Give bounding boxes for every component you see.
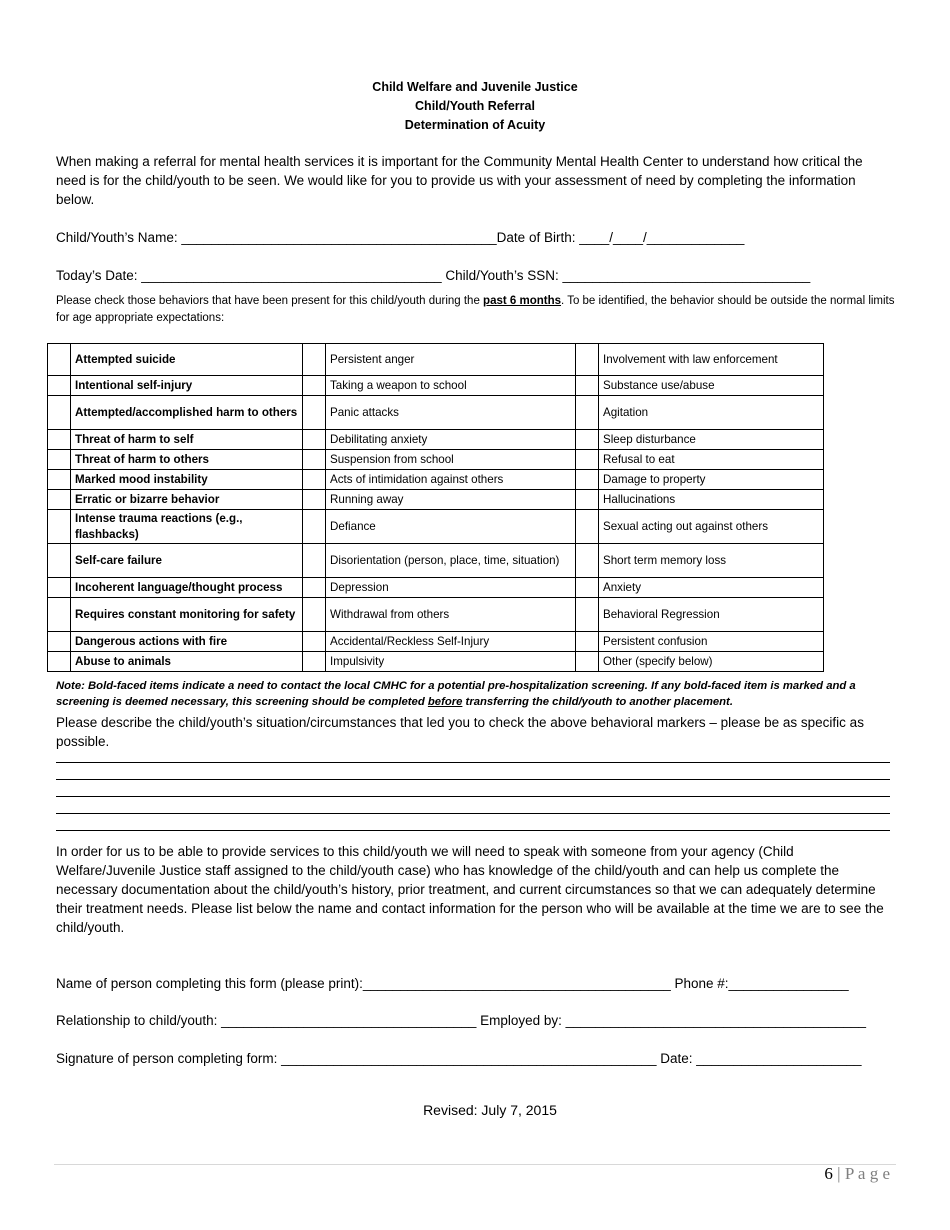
behavior-checkbox-1[interactable] <box>48 652 71 672</box>
past-6-months-emphasis: past 6 months <box>483 295 562 307</box>
behavior-label: Acts of intimidation against others <box>326 470 576 490</box>
ssn-field[interactable]: Child/Youth’s SSN: _________________________________ <box>445 268 811 283</box>
date-ssn-row <box>56 268 810 283</box>
behavior-label: Persistent anger <box>326 344 576 376</box>
behavior-checkbox-3[interactable] <box>576 470 599 490</box>
behavior-label: Depression <box>326 578 576 598</box>
behavior-label: Defiance <box>326 510 576 544</box>
behavior-checkbox-3[interactable] <box>576 430 599 450</box>
behavior-label: Attempted/accomplished harm to others <box>71 396 303 430</box>
behavior-checkbox-1[interactable] <box>48 598 71 632</box>
description-line-1[interactable] <box>56 762 890 763</box>
behavior-checkbox-3[interactable] <box>576 598 599 632</box>
behavior-checkbox-2[interactable] <box>303 598 326 632</box>
behavior-label: Debilitating anxiety <box>326 430 576 450</box>
behavior-checkbox-3[interactable] <box>576 376 599 396</box>
behavior-checkbox-2[interactable] <box>303 376 326 396</box>
behavior-label: Withdrawal from others <box>326 598 576 632</box>
behavior-checklist-table <box>47 343 824 672</box>
bold-items-note: Note: Bold-faced items indicate a need to contact the local CMHC for a potential pre-hospitalization screening. If any bold-faced item is marked and a screening is deemed necessary, this screening should be completed before transferring the child/youth to another placement. <box>56 680 856 708</box>
behavior-checkbox-1[interactable] <box>48 510 71 544</box>
footer-divider <box>54 1164 896 1165</box>
behavior-checkbox-1[interactable] <box>48 396 71 430</box>
behavior-checkbox-2[interactable] <box>303 652 326 672</box>
behavior-row <box>48 544 824 578</box>
behavior-checkbox-1[interactable] <box>48 470 71 490</box>
behavior-label: Anxiety <box>599 578 824 598</box>
behavior-row <box>48 376 824 396</box>
checklist-instructions: Please check those behaviors that have been present for this child/youth during the past 6 months. To be identified, the behavior should be outside the normal limits for age appropriate expectations: <box>56 295 895 324</box>
behavior-checkbox-3[interactable] <box>576 450 599 470</box>
behavior-label: Marked mood instability <box>71 470 303 490</box>
behavior-row <box>48 470 824 490</box>
behavior-label: Intense trauma reactions (e.g., flashbacks) <box>71 510 303 544</box>
behavior-row <box>48 652 824 672</box>
behavior-checkbox-1[interactable] <box>48 430 71 450</box>
behavior-checkbox-3[interactable] <box>576 344 599 376</box>
form-title-line1: Child Welfare and Juvenile Justice <box>372 80 578 94</box>
behavior-row <box>48 430 824 450</box>
behavior-checkbox-2[interactable] <box>303 544 326 578</box>
revised-date: Revised: July 7, 2015 <box>423 1102 557 1118</box>
relationship-employer-field[interactable]: Relationship to child/youth: __________________________________ Employed by: ________________________________________ <box>56 1013 866 1028</box>
behavior-checkbox-1[interactable] <box>48 578 71 598</box>
behavior-label: Threat of harm to others <box>71 450 303 470</box>
form-title-line3: Determination of Acuity <box>404 118 546 132</box>
form-title-line2: Child/Youth Referral <box>415 99 535 113</box>
behavior-checkbox-3[interactable] <box>576 578 599 598</box>
behavior-label: Refusal to eat <box>599 450 824 470</box>
behavior-label: Threat of harm to self <box>71 430 303 450</box>
behavior-checkbox-1[interactable] <box>48 490 71 510</box>
describe-prompt: Please describe the child/youth’s situation/circumstances that led you to check the above behavioral markers – please be as specific as possible. <box>56 715 864 749</box>
behavior-checkbox-2[interactable] <box>303 632 326 652</box>
behavior-row <box>48 632 824 652</box>
behavior-label: Agitation <box>599 396 824 430</box>
signature-date-field[interactable]: Signature of person completing form: __________________________________________________ Date: ______________________ <box>56 1051 862 1066</box>
behavior-row <box>48 598 824 632</box>
behavior-label: Erratic or bizarre behavior <box>71 490 303 510</box>
behavior-label: Impulsivity <box>326 652 576 672</box>
description-line-4[interactable] <box>56 813 890 814</box>
behavior-checkbox-3[interactable] <box>576 396 599 430</box>
behavior-row <box>48 344 824 376</box>
behavior-row <box>48 396 824 430</box>
behavior-label: Requires constant monitoring for safety <box>71 598 303 632</box>
behavior-label: Substance use/abuse <box>599 376 824 396</box>
behavior-checkbox-3[interactable] <box>576 632 599 652</box>
behavior-label: Panic attacks <box>326 396 576 430</box>
page-number: 6 | P a g e <box>824 1164 890 1183</box>
behavior-checkbox-2[interactable] <box>303 344 326 376</box>
behavior-checkbox-2[interactable] <box>303 470 326 490</box>
behavior-checkbox-2[interactable] <box>303 578 326 598</box>
behavior-checkbox-2[interactable] <box>303 510 326 544</box>
completer-name-phone-field[interactable]: Name of person completing this form (please print):_________________________________________ Phone #:________________ <box>56 976 849 991</box>
behavior-label: Dangerous actions with fire <box>71 632 303 652</box>
behavior-label: Intentional self-injury <box>71 376 303 396</box>
behavior-label: Running away <box>326 490 576 510</box>
behavior-label: Persistent confusion <box>599 632 824 652</box>
behavior-checkbox-3[interactable] <box>576 652 599 672</box>
behavior-label: Hallucinations <box>599 490 824 510</box>
behavior-label: Other (specify below) <box>599 652 824 672</box>
behavior-label: Damage to property <box>599 470 824 490</box>
behavior-label: Taking a weapon to school <box>326 376 576 396</box>
behavior-label: Suspension from school <box>326 450 576 470</box>
behavior-checkbox-2[interactable] <box>303 396 326 430</box>
behavior-label: Behavioral Regression <box>599 598 824 632</box>
behavior-row <box>48 510 824 544</box>
behavior-checkbox-3[interactable] <box>576 544 599 578</box>
behavior-label: Attempted suicide <box>71 344 303 376</box>
behavior-label: Sexual acting out against others <box>599 510 824 544</box>
behavior-label: Short term memory loss <box>599 544 824 578</box>
intro-paragraph: When making a referral for mental health services it is important for the Community Mental Health Center to understand how critical the need is for the child/youth to be seen. We would like for you to provide us with your assessment of need by completing the information below. <box>56 154 863 207</box>
behavior-checkbox-1[interactable] <box>48 344 71 376</box>
behavior-label: Self-care failure <box>71 544 303 578</box>
behavior-checkbox-3[interactable] <box>576 490 599 510</box>
behavior-checkbox-2[interactable] <box>303 450 326 470</box>
date-of-birth-field[interactable]: Date of Birth: ____/____/_____________ <box>496 230 745 245</box>
description-line-3[interactable] <box>56 796 890 797</box>
contact-paragraph: In order for us to be able to provide services to this child/youth we will need to speak with someone from your agency (Child Welfare/Juvenile Justice staff assigned to the child/youth case) who has knowledge of the child/youth and can help us complete the necessary documentation about the child/youth’s history, prior treatment, and current circumstances so that we can adequately determine their treatment needs. Please list below the name and contact information for the person who will be available at the time we are to see the child/youth. <box>56 844 884 935</box>
behavior-checkbox-1[interactable] <box>48 376 71 396</box>
child-name-field[interactable]: Child/Youth’s Name: __________________________________________ <box>56 230 497 245</box>
description-line-2[interactable] <box>56 779 890 780</box>
behavior-label: Disorientation (person, place, time, situation) <box>326 544 576 578</box>
behavior-label: Abuse to animals <box>71 652 303 672</box>
behavior-label: Accidental/Reckless Self-Injury <box>326 632 576 652</box>
behavior-checkbox-2[interactable] <box>303 490 326 510</box>
behavior-row <box>48 450 824 470</box>
behavior-checkbox-3[interactable] <box>576 510 599 544</box>
behavior-label: Sleep disturbance <box>599 430 824 450</box>
name-dob-row <box>56 230 744 245</box>
behavior-checkbox-1[interactable] <box>48 544 71 578</box>
behavior-checkbox-2[interactable] <box>303 430 326 450</box>
behavior-label: Incoherent language/thought process <box>71 578 303 598</box>
behavior-row <box>48 490 824 510</box>
description-line-5[interactable] <box>56 830 890 831</box>
behavior-row <box>48 578 824 598</box>
todays-date-field[interactable]: Today’s Date: ________________________________________ <box>56 268 442 283</box>
behavior-checkbox-1[interactable] <box>48 632 71 652</box>
before-emphasis: before <box>427 696 463 708</box>
behavior-label: Involvement with law enforcement <box>599 344 824 376</box>
behavior-checkbox-1[interactable] <box>48 450 71 470</box>
